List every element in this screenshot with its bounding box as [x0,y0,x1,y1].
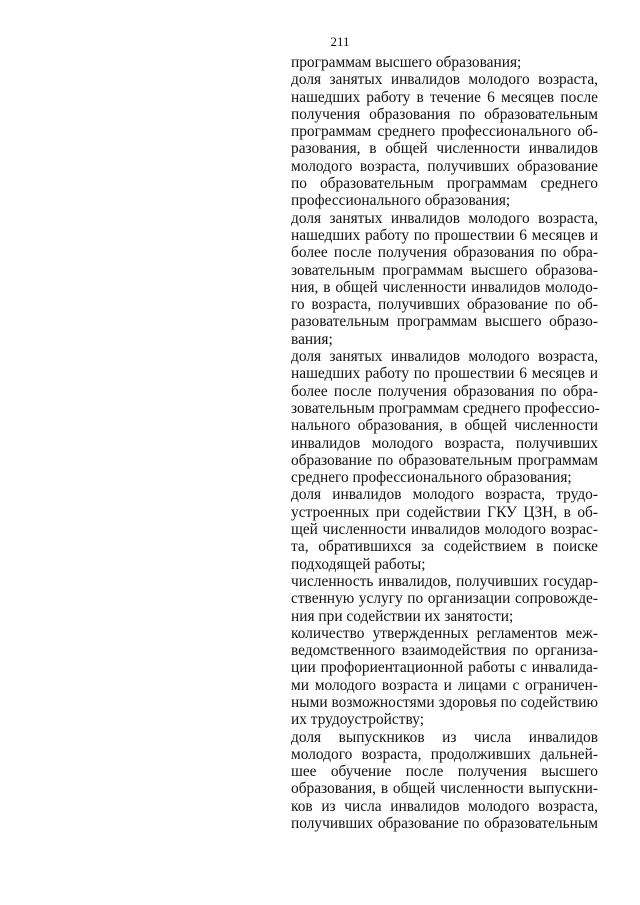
text-line: молодого возраста, получивших образование [291,157,598,175]
text-line: го возраста, получивших образование по об- [291,296,598,314]
paragraph [291,625,598,729]
text-line: программам среднего профессионального об- [291,123,598,141]
text-line: ния, в общей численности инвалидов молодо- [291,278,598,296]
paragraph [291,210,598,348]
text-line: нашедших работу по прошествии 6 месяцев и [291,226,598,244]
text-line: устроенных при содействии ГКУ ЦЗН, в об- [291,503,598,521]
text-line: ведомственного взаимодействия по организа- [291,642,598,660]
text-line: нального образования, в общей численности [291,417,598,435]
text-line: щей численности инвалидов молодого возрас- [291,521,598,539]
text-line: зовательным программам среднего профессио- [291,399,600,417]
text-line: разования, в общей численности инвалидов [291,140,598,158]
text-line: более после получения образования по обра- [291,244,598,262]
text-line: молодого возраста, продолживших дальней- [291,745,598,763]
paragraph [291,729,598,833]
text-column [291,54,598,832]
text-line: ния при содействии их занятости; [291,607,514,625]
paragraph [291,486,598,572]
text-line: та, обратившихся за содействием в поиске [291,538,598,556]
text-line: среднего профессионального образования; [291,469,572,487]
text-line: профессионального образования; [291,192,511,210]
text-line: доля занятых инвалидов молодого возраста, [291,348,598,366]
text-line: более после получения образования по обра- [291,382,598,400]
text-line: получения образования по образовательным [291,105,598,123]
text-line: образование по образовательным программам [291,451,598,469]
text-line: численность инвалидов, получивших государ- [291,572,598,590]
text-line: доля занятых инвалидов молодого возраста, [291,71,598,89]
paragraph [291,54,598,71]
text-line: нашедших работу по прошествии 6 месяцев и [291,365,598,383]
text-line: доля выпускников из числа инвалидов [291,728,598,746]
text-line: доля инвалидов молодого возраста, трудо- [291,486,598,504]
text-line: их трудоустройству; [291,711,424,729]
page-number: 211 [330,34,350,49]
text-line: шее обучение после получения высшего [291,763,598,781]
text-line: ными возможностями здоровья по содействию [291,693,598,711]
text-line: образования, в общей численности выпускни- [291,780,598,798]
text-line: количество утвержденных регламентов меж- [291,624,598,642]
paragraph [291,348,598,486]
text-line: нашедших работу в течение 6 месяцев после [291,88,598,106]
text-line: ственную услугу по организации сопровожде- [291,590,598,608]
text-line: ков из числа инвалидов молодого возраста, [291,797,598,815]
text-line: программам высшего образования; [291,54,522,71]
text-line: доля занятых инвалидов молодого возраста, [291,209,598,227]
text-line: инвалидов молодого возраста, получивших [291,434,598,452]
text-line: зовательным программам высшего образова- [291,261,598,279]
paragraph [291,71,598,209]
text-line: разовательным программам высшего образо- [291,313,598,331]
text-line: вания; [291,330,333,348]
text-line: ми молодого возраста и лицами с ограничен- [291,676,598,694]
text-line: получивших образование по образовательным [291,815,598,833]
paragraph [291,573,598,625]
text-line: подходящей работы; [291,555,426,573]
text-line: ции профориентационной работы с инвалида- [291,659,598,677]
text-line: по образовательным программам среднего [291,175,598,193]
